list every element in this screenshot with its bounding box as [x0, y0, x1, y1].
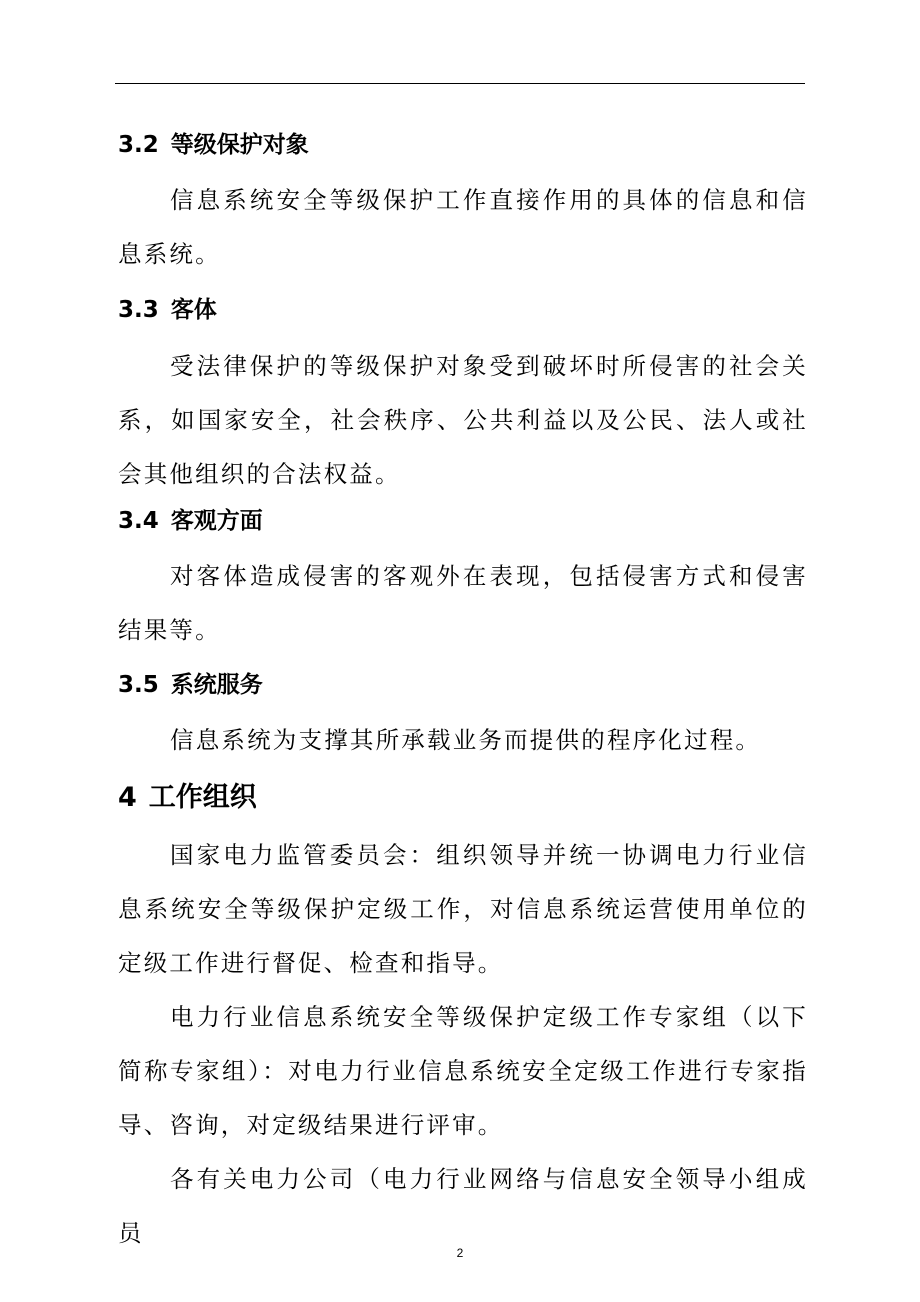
- section-title: 客观方面: [170, 508, 263, 534]
- paragraph: 受法律保护的等级保护对象受到破坏时所侵害的社会关系，如国家安全，社会秩序、公共利益以及公民、法人或社会其他组织的合法权益。: [118, 352, 808, 488]
- section-title: 工作组织: [148, 782, 257, 813]
- section-title: 等级保护对象: [170, 132, 309, 158]
- section-number: 3.4: [118, 508, 159, 534]
- paragraph: 信息系统安全等级保护工作直接作用的具体的信息和信息系统。: [118, 186, 808, 268]
- section-number: 4: [118, 782, 137, 813]
- section-title: 客体: [170, 297, 217, 323]
- paragraph: 国家电力监管委员会：组织领导并统一协调电力行业信息系统安全等级保护定级工作，对信息系统运营使用单位的定级工作进行督促、检查和指导。: [118, 841, 808, 977]
- header-rule: [115, 83, 805, 84]
- section-number: 3.2: [118, 132, 159, 158]
- paragraph: 电力行业信息系统安全等级保护定级工作专家组（以下简称专家组）：对电力行业信息系统安全定级工作进行专家指导、咨询，对定级结果进行评审。: [118, 1003, 808, 1139]
- section-heading-3-5: [118, 670, 263, 700]
- paragraph: 对客体造成侵害的客观外在表现，包括侵害方式和侵害结果等。: [118, 562, 808, 644]
- section-heading-3-4: [118, 506, 263, 536]
- section-title: 系统服务: [170, 672, 263, 698]
- paragraph: 信息系统为支撑其所承载业务而提供的程序化过程。: [170, 726, 762, 754]
- page-number: 2: [456, 1246, 464, 1260]
- chapter-heading-4: [118, 781, 257, 815]
- paragraph: 各有关电力公司（电力行业网络与信息安全领导小组成员: [118, 1165, 808, 1247]
- section-number: 3.3: [118, 297, 159, 323]
- section-heading-3-2: [118, 130, 309, 160]
- section-heading-3-3: [118, 295, 217, 325]
- section-number: 3.5: [118, 672, 159, 698]
